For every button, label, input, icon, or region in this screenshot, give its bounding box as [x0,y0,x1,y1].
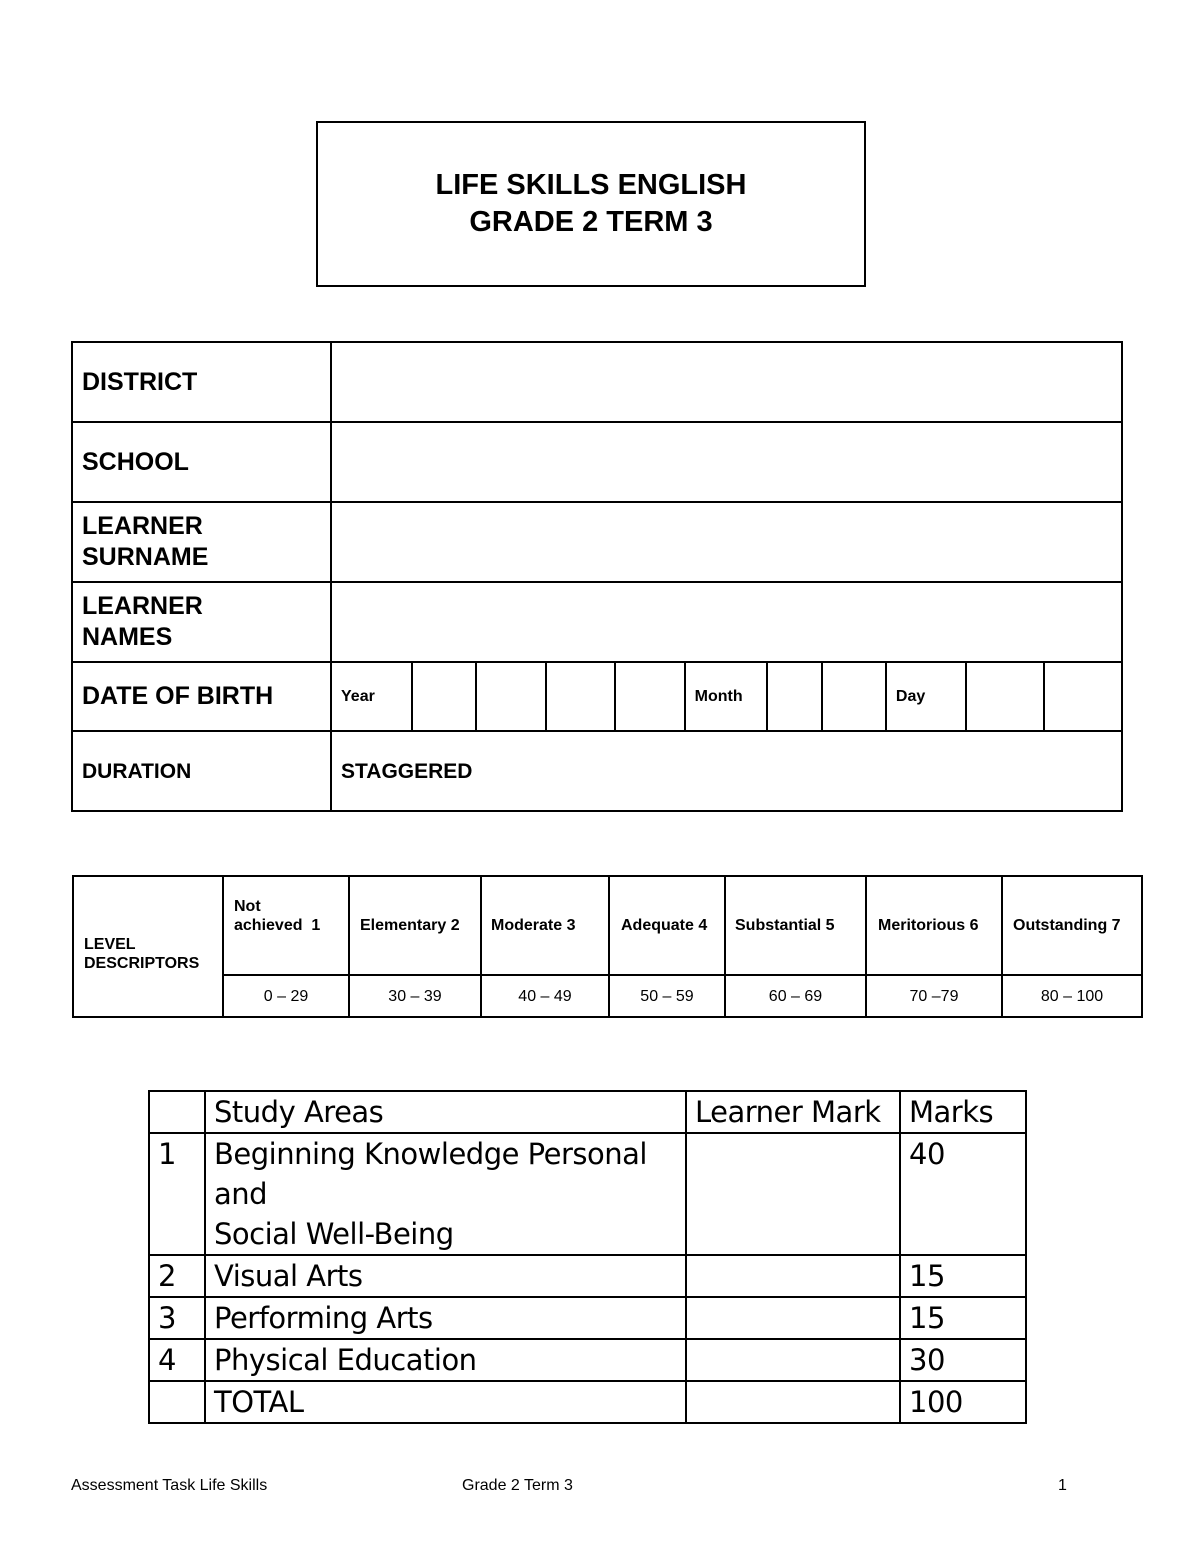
names-label [72,582,331,662]
level-5-header: Substantial 5 [725,876,866,975]
study-header-learner-mark: Learner Mark [686,1091,900,1133]
dob-row [72,662,1122,731]
footer-left: Assessment Task Life Skills [71,1477,268,1494]
level-6-header: Meritorious 6 [866,876,1002,975]
level-5-range: 60 – 69 [725,975,866,1017]
title-line-2: GRADE 2 TERM 3 [469,206,713,238]
duration-row [72,731,1122,811]
study-total-learner-mark[interactable] [686,1381,900,1423]
dob-year-box-2[interactable] [475,663,545,730]
district-row [72,342,1122,422]
district-label: DISTRICT [72,342,331,422]
study-header-row [149,1091,1026,1133]
study-areas-table [148,1090,1027,1424]
study-row-3 [149,1297,1026,1339]
study-row-3-area: Performing Arts [205,1297,686,1339]
duration-label: DURATION [72,731,331,811]
level-range-row [73,975,1142,1017]
duration-value: STAGGERED [331,731,1122,811]
level-1-line-2: achieved 1 [234,917,321,934]
dob-month-label: Month [684,663,767,730]
level-label-line-2: DESCRIPTORS [84,954,200,972]
study-header-marks: Marks [900,1091,1026,1133]
school-label: SCHOOL [72,422,331,502]
study-row-4-area: Physical Education [205,1339,686,1381]
title-box [316,121,866,287]
study-row-1-area-line-1: Beginning Knowledge Personal and [214,1137,647,1211]
surname-label-line-1: LEARNER [82,512,203,540]
dob-year-box-1[interactable] [411,663,476,730]
level-7-range: 80 – 100 [1002,975,1142,1017]
level-1-line-1: Not [234,898,261,915]
dob-month-box-2[interactable] [821,663,885,730]
study-row-1-marks: 40 [900,1133,1026,1255]
dob-day-box-2[interactable] [1043,663,1121,730]
surname-row [72,502,1122,582]
level-3-header: Moderate 3 [481,876,609,975]
names-label-line-1: LEARNER [82,592,203,620]
study-row-1-num: 1 [149,1133,205,1255]
study-total-row [149,1381,1026,1423]
level-1-header [223,876,349,975]
names-field[interactable] [331,582,1122,662]
study-total-label: TOTAL [205,1381,686,1423]
study-row-3-marks: 15 [900,1297,1026,1339]
study-row-1-area [205,1133,686,1255]
study-row-4 [149,1339,1026,1381]
level-6-range: 70 –79 [866,975,1002,1017]
study-row-2-marks: 15 [900,1255,1026,1297]
learner-info-table [71,341,1123,812]
surname-label-line-2: SURNAME [82,543,209,571]
level-descriptors-label [73,876,223,1017]
dob-day-label: Day [885,663,965,730]
study-row-4-num: 4 [149,1339,205,1381]
dob-day-box-1[interactable] [965,663,1044,730]
study-total-num [149,1381,205,1423]
footer-center: Grade 2 Term 3 [462,1477,573,1494]
level-2-range: 30 – 39 [349,975,481,1017]
study-total-marks: 100 [900,1381,1026,1423]
surname-label [72,502,331,582]
level-2-header: Elementary 2 [349,876,481,975]
dob-month-box-1[interactable] [766,663,821,730]
names-label-line-2: NAMES [82,623,173,651]
surname-field[interactable] [331,502,1122,582]
level-label-line-1: LEVEL [84,935,136,953]
level-4-range: 50 – 59 [609,975,725,1017]
district-field[interactable] [331,342,1122,422]
study-row-1-learner-mark[interactable] [686,1133,900,1255]
level-1-range: 0 – 29 [223,975,349,1017]
study-row-1-area-line-2: Social Well-Being [214,1217,454,1251]
study-header-area: Study Areas [205,1091,686,1133]
level-descriptors-table [72,875,1143,1018]
level-3-range: 40 – 49 [481,975,609,1017]
study-header-num [149,1091,205,1133]
study-row-2-learner-mark[interactable] [686,1255,900,1297]
school-row [72,422,1122,502]
level-4-header: Adequate 4 [609,876,725,975]
dob-year-box-3[interactable] [545,663,614,730]
dob-year-box-4[interactable] [614,663,684,730]
school-field[interactable] [331,422,1122,502]
dob-year-label: Year [341,688,375,705]
study-row-2-num: 2 [149,1255,205,1297]
dob-label: DATE OF BIRTH [72,662,331,731]
study-row-2 [149,1255,1026,1297]
title-line-1: LIFE SKILLS ENGLISH [435,169,747,201]
study-row-2-area: Visual Arts [205,1255,686,1297]
study-row-4-learner-mark[interactable] [686,1339,900,1381]
dob-fields [331,662,1122,731]
study-row-3-learner-mark[interactable] [686,1297,900,1339]
study-row-3-num: 3 [149,1297,205,1339]
level-header-row [73,876,1142,975]
names-row [72,582,1122,662]
footer-page-number: 1 [1058,1477,1067,1494]
study-row-1 [149,1133,1026,1255]
study-row-4-marks: 30 [900,1339,1026,1381]
level-7-header: Outstanding 7 [1002,876,1142,975]
